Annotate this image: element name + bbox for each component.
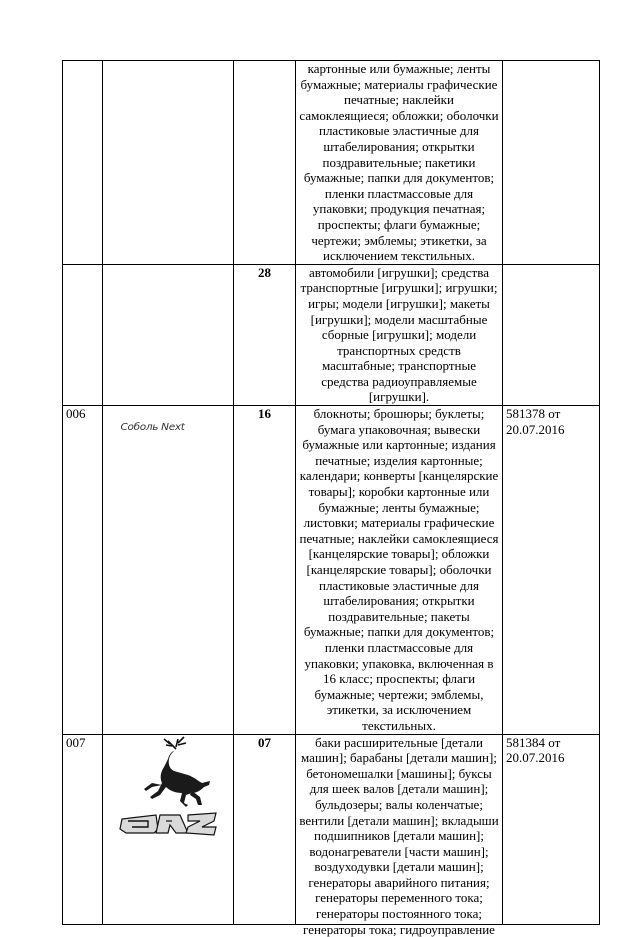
logo-cell xyxy=(103,734,234,924)
registration-cell xyxy=(503,734,600,924)
goods-text-clip: баки расширительные [детали машин]; барабаны [детали машин]; бетономешалки [машины]; буксы для шеек валов [детали машин]; бульдозеры; валы коленчатые; вентили [детали машин]; вкладыши подшипников [детали машин]; водонагреватели [части машин]; воздуходувки [детали машин]; генераторы аварийного питания; генераторы переменного тока; генераторы постоянного тока; генераторы тока; гидроуправление xyxy=(299,734,499,937)
row-number xyxy=(63,264,103,405)
row-number: 007 xyxy=(63,734,103,924)
table-row xyxy=(63,61,600,265)
goods-list: автомобили [игрушки]; средства транспортные [игрушки]; игрушки; игры; модели [игрушки]; макеты [игрушки]; модели масштабные сборные [игрушки]; модели транспортных средств масштабные; транспортные средства радиоуправляемые [игрушки]. xyxy=(296,264,503,405)
table-row xyxy=(63,406,600,734)
registration-cell xyxy=(503,61,600,265)
registration-number: 581384 от xyxy=(506,734,561,750)
row-number: 006 xyxy=(63,406,103,734)
logo-cell xyxy=(103,406,234,734)
trademark-register-table xyxy=(62,60,600,937)
logo-cell xyxy=(103,264,234,405)
goods-list xyxy=(296,734,503,937)
goods-list: блокноты; брошюры; буклеты; бумага упаковочная; вывески бумажные или картонные; издания печатные; изделия картонные; календари; конверты [канцелярские товары]; коробки картонные или бумажные; ленты бумажные; листовки; материалы графические печатные; наклейки самоклеящиеся [канцелярские товары]; обложки [канцелярские товары]; оболочки пластиковые эластичные для штабелирования; открытки поздравительные; пакеты бумажные; папки для документов; пленки пластмассовые для упаковки; упаковка, включенная в 16 класс; проспекты; флаги бумажные; чертежи; эмблемы, этикетки, за исключением текстильных. xyxy=(296,406,503,734)
table-row xyxy=(63,734,600,924)
gaz-deer-logo xyxy=(106,735,230,855)
registration-cell xyxy=(503,406,600,734)
registration-date: 20.07.2016 xyxy=(506,750,565,766)
class-number xyxy=(234,61,296,265)
logo-cell xyxy=(103,61,234,265)
registration-number: 581378 от xyxy=(506,406,561,422)
registration-cell xyxy=(503,264,600,405)
class-number: 28 xyxy=(234,264,296,405)
class-number: 07 xyxy=(234,734,296,924)
row-number xyxy=(63,61,103,265)
table-row xyxy=(63,264,600,405)
class-number: 16 xyxy=(234,406,296,734)
goods-list: картонные или бумажные; ленты бумажные; материалы графические печатные; наклейки самоклеящиеся; обложки; оболочки пластиковые эластичные для штабелирования; открытки поздравительные; пакетики бумажные; папки для документов; пленки пластмассовые для упаковки; продукция печатная; проспекты; флаги бумажные; чертежи; эмблемы; этикетки, за исключением текстильных. xyxy=(296,61,503,265)
registration-date: 20.07.2016 xyxy=(506,421,565,437)
sobol-next-logo: Соболь Next xyxy=(120,422,185,434)
